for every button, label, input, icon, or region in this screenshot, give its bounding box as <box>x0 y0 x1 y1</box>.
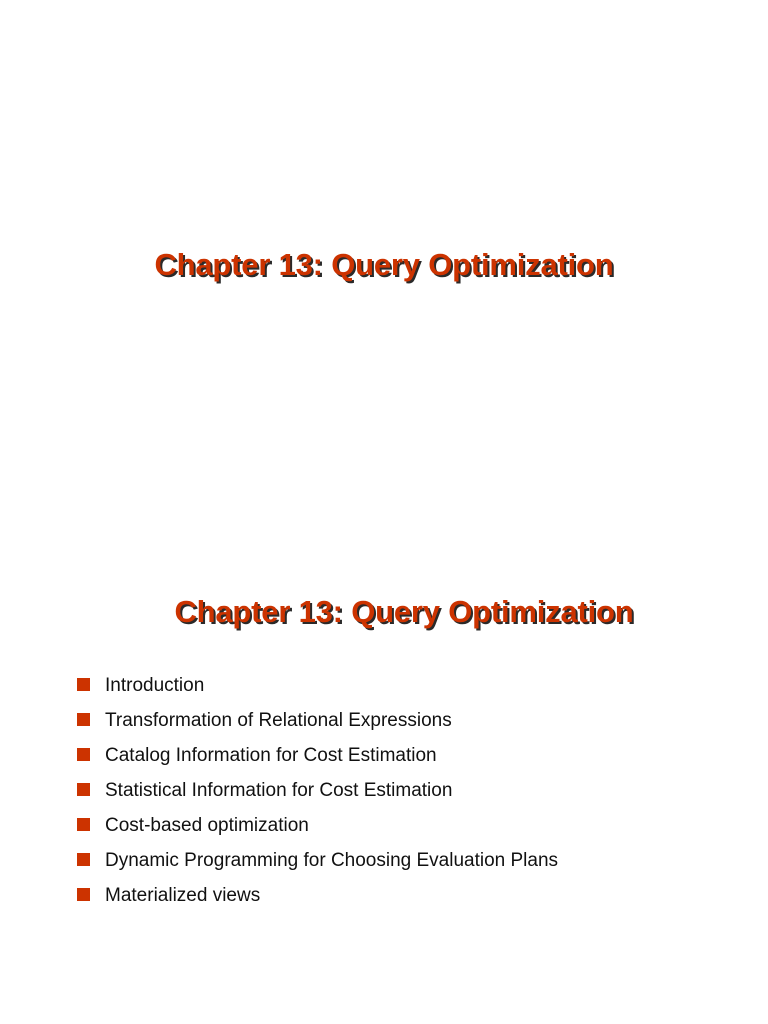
square-bullet-icon <box>77 783 90 796</box>
list-item <box>76 883 716 909</box>
bullet-text: Introduction <box>105 675 205 696</box>
square-bullet-icon <box>77 678 90 691</box>
bullet-text: Catalog Information for Cost Estimation <box>105 745 437 766</box>
list-item <box>76 708 716 734</box>
square-bullet-icon <box>77 713 90 726</box>
slide-title-chapter-13: Chapter 13: Query Optimization <box>154 247 614 282</box>
bullet-text: Statistical Information for Cost Estimation <box>105 780 453 801</box>
topic-bullet-list <box>76 673 716 918</box>
square-bullet-icon <box>77 748 90 761</box>
bullet-text: Transformation of Relational Expressions <box>105 710 452 731</box>
square-bullet-icon <box>77 818 90 831</box>
list-item <box>76 778 716 804</box>
bullet-text: Dynamic Programming for Choosing Evaluation Plans <box>105 850 559 871</box>
list-item <box>76 813 716 839</box>
list-item <box>76 848 565 874</box>
square-bullet-icon <box>77 888 90 901</box>
square-bullet-icon <box>77 853 90 866</box>
list-item <box>76 673 716 699</box>
bullet-text: Cost-based optimization <box>105 815 309 836</box>
list-item <box>76 743 716 769</box>
slide-title-chapter-13-overview: Chapter 13: Query Optimization <box>174 594 634 629</box>
bullet-text: Materialized views <box>105 885 261 906</box>
